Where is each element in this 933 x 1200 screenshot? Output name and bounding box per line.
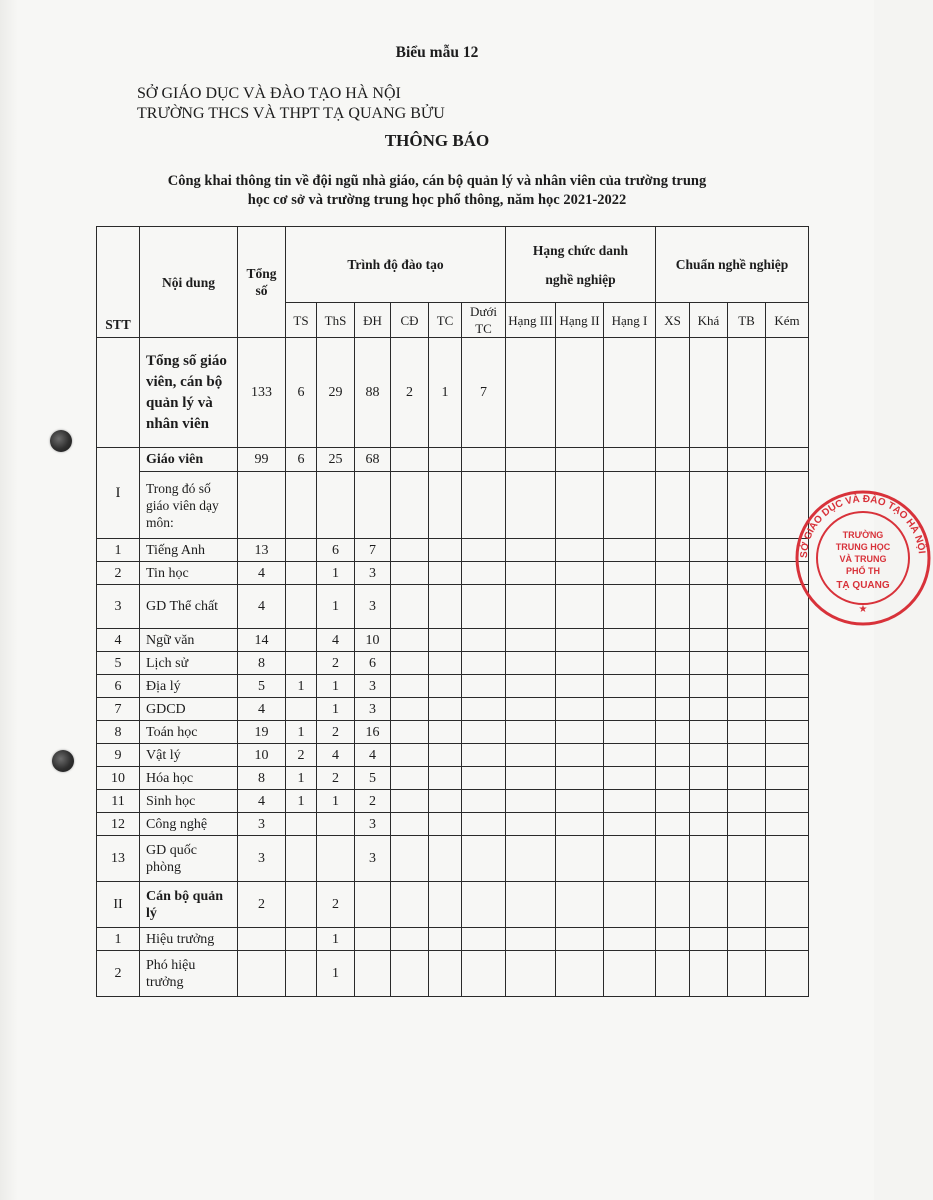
subject-stt: 8: [97, 721, 140, 744]
subject-dh: 2: [355, 790, 391, 813]
subject-name: GDCD: [140, 698, 238, 721]
staff-table: [96, 226, 809, 997]
subject-row: [97, 585, 809, 629]
section-i-row: [97, 448, 809, 472]
header-hang-3: Hạng III: [506, 303, 556, 338]
manager-name: Hiệu trưởng: [140, 928, 238, 951]
subject-dh: 4: [355, 744, 391, 767]
summary-dh: 88: [355, 338, 391, 448]
subject-row: [97, 629, 809, 652]
subject-stt: 12: [97, 813, 140, 836]
subject-row: [97, 675, 809, 698]
subject-stt: 7: [97, 698, 140, 721]
header-content: Nội dung: [140, 227, 238, 338]
document-title: THÔNG BÁO: [384, 131, 490, 150]
subject-dh: 3: [355, 562, 391, 585]
department-name: SỞ GIÁO DỤC VÀ ĐÀO TẠO HÀ NỘI: [137, 85, 401, 102]
subject-total: 8: [238, 652, 286, 675]
subject-name: Lịch sử: [140, 652, 238, 675]
header-cd: CĐ: [391, 303, 429, 338]
form-number: Biểu mẫu 12: [395, 44, 479, 61]
subject-ths: 1: [317, 562, 355, 585]
section-ii-row: [97, 882, 809, 928]
section-ii-label: Cán bộ quản lý: [140, 882, 238, 928]
school-name: TRƯỜNG THCS VÀ THPT TẠ QUANG BỬU: [137, 105, 445, 122]
subject-row: [97, 744, 809, 767]
subject-ts: 2: [286, 744, 317, 767]
subject-row: [97, 813, 809, 836]
header-ts: TS: [286, 303, 317, 338]
subject-dh: 3: [355, 698, 391, 721]
manager-stt: 1: [97, 928, 140, 951]
header-xs: XS: [656, 303, 690, 338]
subject-ts: [286, 585, 317, 629]
subject-dh: 3: [355, 585, 391, 629]
header-rank: [506, 227, 656, 303]
subject-total: 4: [238, 562, 286, 585]
summary-stt: [97, 338, 140, 448]
section-i-total: 99: [238, 448, 286, 472]
subject-stt: 4: [97, 629, 140, 652]
subject-ths: 1: [317, 675, 355, 698]
header-stt: STT: [97, 227, 140, 338]
subtitle-line-1: Công khai thông tin về đội ngũ nhà giáo, cán bộ quản lý và nhân viên của trường trung: [167, 173, 707, 189]
document-subtitle: [120, 172, 754, 210]
subject-dh: 10: [355, 629, 391, 652]
subject-total: 19: [238, 721, 286, 744]
section-i-sub-row: [97, 472, 809, 539]
subject-total: 13: [238, 539, 286, 562]
section-i-dh: 68: [355, 448, 391, 472]
manager-stt: 2: [97, 951, 140, 997]
subject-stt: 6: [97, 675, 140, 698]
subject-dh: 3: [355, 675, 391, 698]
subject-ths: 6: [317, 539, 355, 562]
subject-ths: [317, 813, 355, 836]
svg-text:TRUNG HỌC: TRUNG HỌC: [835, 542, 891, 552]
header-rank-line-2: nghề nghiệp: [545, 271, 616, 287]
svg-text:SỞ GIÁO DỤC VÀ ĐÀO TẠO HÀ NỘI: SỞ GIÁO DỤC VÀ ĐÀO TẠO HÀ NỘI: [798, 493, 927, 559]
section-ii-total: 2: [238, 882, 286, 928]
subject-row: [97, 767, 809, 790]
punch-hole-bottom: [52, 750, 74, 772]
subject-name: GD quốc phòng: [140, 836, 238, 882]
summary-duoi-tc: 7: [462, 338, 506, 448]
header-tb: TB: [728, 303, 766, 338]
subject-ts: 1: [286, 721, 317, 744]
subject-ths: 4: [317, 744, 355, 767]
subject-name: Hóa học: [140, 767, 238, 790]
header-total: Tổng số: [238, 227, 286, 338]
subject-total: 4: [238, 698, 286, 721]
header-standard: Chuẩn nghề nghiệp: [656, 227, 809, 303]
subject-total: 4: [238, 585, 286, 629]
subject-total: 3: [238, 813, 286, 836]
subject-ths: 1: [317, 698, 355, 721]
subject-ths: 2: [317, 652, 355, 675]
manager-row: [97, 951, 809, 997]
subject-ts: [286, 698, 317, 721]
subject-ths: 4: [317, 629, 355, 652]
subject-name: GD Thể chất: [140, 585, 238, 629]
subject-ts: [286, 836, 317, 882]
subject-name: Tiếng Anh: [140, 539, 238, 562]
summary-ts: 6: [286, 338, 317, 448]
subject-dh: 3: [355, 836, 391, 882]
section-i-stt: I: [97, 448, 140, 539]
svg-text:PHỔ TH: PHỔ TH: [845, 566, 881, 576]
issuing-body: [137, 84, 445, 124]
subject-ths: 1: [317, 790, 355, 813]
subject-row: [97, 652, 809, 675]
header-hang-1: Hạng I: [604, 303, 656, 338]
school-stamp-icon: [793, 488, 933, 628]
subject-name: Tin học: [140, 562, 238, 585]
subject-stt: 10: [97, 767, 140, 790]
subject-name: Sinh học: [140, 790, 238, 813]
subject-total: 3: [238, 836, 286, 882]
section-ii-ths: 2: [317, 882, 355, 928]
header-dh: ĐH: [355, 303, 391, 338]
subject-ts: [286, 813, 317, 836]
subject-stt: 1: [97, 539, 140, 562]
subject-dh: 3: [355, 813, 391, 836]
subject-name: Công nghệ: [140, 813, 238, 836]
svg-text:★: ★: [858, 604, 868, 615]
manager-name: Phó hiệu trưởng: [140, 951, 238, 997]
subject-ths: [317, 836, 355, 882]
subject-total: 8: [238, 767, 286, 790]
subject-stt: 9: [97, 744, 140, 767]
subject-ts: 1: [286, 790, 317, 813]
subject-stt: 11: [97, 790, 140, 813]
manager-ths: 1: [317, 928, 355, 951]
section-i-ts: 6: [286, 448, 317, 472]
subject-ts: [286, 652, 317, 675]
subject-name: Ngữ văn: [140, 629, 238, 652]
svg-text:VÀ TRUNG: VÀ TRUNG: [839, 554, 887, 564]
header-education: Trình độ đào tạo: [286, 227, 506, 303]
punch-hole-top: [50, 430, 72, 452]
subject-ts: [286, 629, 317, 652]
subject-row: [97, 698, 809, 721]
summary-row: [97, 338, 809, 448]
header-ths: ThS: [317, 303, 355, 338]
svg-text:TRƯỜNG: TRƯỜNG: [842, 530, 884, 540]
svg-text:TẠ QUANG: TẠ QUANG: [836, 580, 890, 591]
header-tc: TC: [429, 303, 462, 338]
summary-total: 133: [238, 338, 286, 448]
header-hang-2: Hạng II: [556, 303, 604, 338]
subject-stt: 2: [97, 562, 140, 585]
subject-row: [97, 721, 809, 744]
subject-dh: 6: [355, 652, 391, 675]
subject-stt: 13: [97, 836, 140, 882]
subject-stt: 5: [97, 652, 140, 675]
section-i-label: Giáo viên: [140, 448, 238, 472]
subject-total: 5: [238, 675, 286, 698]
section-i-sub-label: Trong đó số giáo viên dạy môn:: [140, 472, 238, 539]
subject-ts: [286, 539, 317, 562]
subject-stt: 3: [97, 585, 140, 629]
subject-total: 10: [238, 744, 286, 767]
header-rank-line-1: Hạng chức danh: [532, 242, 629, 258]
manager-row: [97, 928, 809, 951]
subject-name: Địa lý: [140, 675, 238, 698]
subject-dh: 7: [355, 539, 391, 562]
summary-tc: 1: [429, 338, 462, 448]
subject-total: 4: [238, 790, 286, 813]
subject-name: Vật lý: [140, 744, 238, 767]
subject-ths: 1: [317, 585, 355, 629]
subtitle-line-2: học cơ sở và trường trung học phổ thông, năm học 2021-2022: [247, 192, 627, 208]
subject-ts: 1: [286, 675, 317, 698]
section-ii-stt: II: [97, 882, 140, 928]
subject-row: [97, 836, 809, 882]
subject-name: Toán học: [140, 721, 238, 744]
subject-ts: 1: [286, 767, 317, 790]
header-duoi-tc: Dưới TC: [462, 303, 506, 338]
subject-ths: 2: [317, 767, 355, 790]
subject-ths: 2: [317, 721, 355, 744]
header-kha: Khá: [690, 303, 728, 338]
manager-ths: 1: [317, 951, 355, 997]
summary-label: Tổng số giáo viên, cán bộ quản lý và nhân viên: [140, 338, 238, 448]
subject-dh: 5: [355, 767, 391, 790]
subject-dh: 16: [355, 721, 391, 744]
summary-ths: 29: [317, 338, 355, 448]
summary-cd: 2: [391, 338, 429, 448]
subject-ts: [286, 562, 317, 585]
section-i-ths: 25: [317, 448, 355, 472]
subject-row: [97, 562, 809, 585]
header-kem: Kém: [766, 303, 809, 338]
subject-row: [97, 790, 809, 813]
subject-total: 14: [238, 629, 286, 652]
subject-row: [97, 539, 809, 562]
